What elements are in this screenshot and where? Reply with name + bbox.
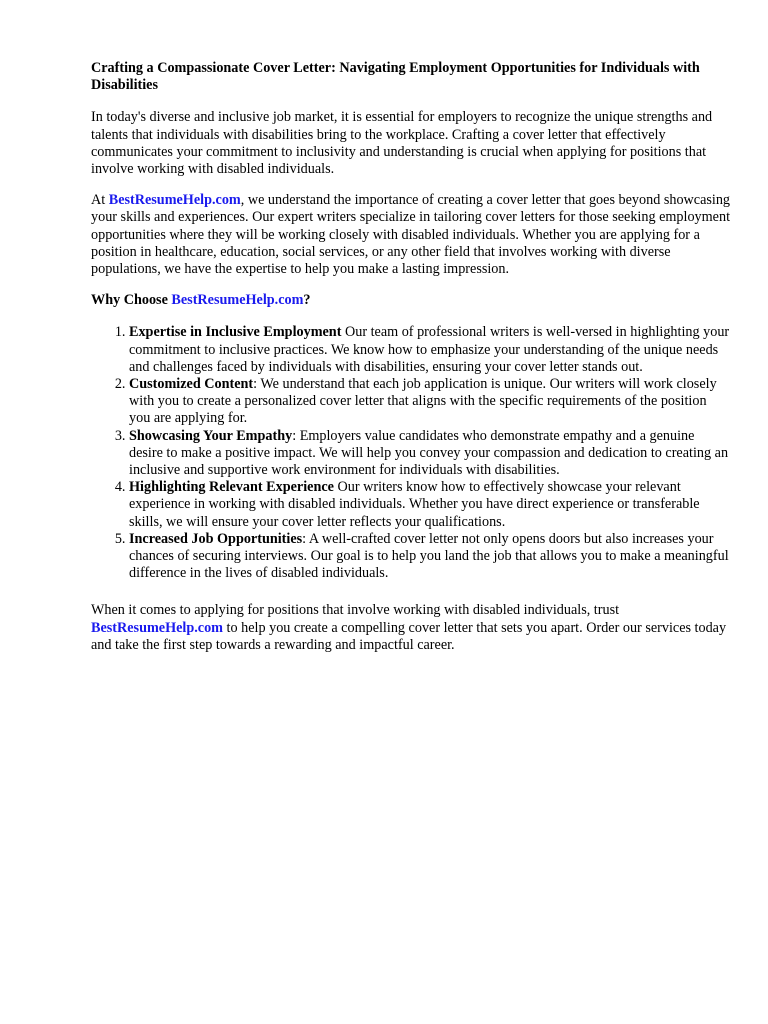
list-item-text: : A well-crafted cover letter not only opens doors but also increases your chances of securing interviews. Our goal is to help you land the job that allows you to make a meaningful difference in the lives of disabled individuals. bbox=[129, 530, 729, 582]
list-item-title: Increased Job Opportunities bbox=[129, 530, 303, 547]
list-item-title: Customized Content bbox=[129, 376, 254, 393]
intro-paragraph: In today's diverse and inclusive job market, it is essential for employers to recognize the unique strengths and talents that individuals with disabilities bring to the workplace. Crafting a cover letter that effectively communicates your commitment to inclusivity and understanding is crucial when applying for positions that involve working with disabled individuals. bbox=[91, 109, 713, 178]
list-item-title: Showcasing Your Empathy bbox=[129, 427, 293, 444]
list-item bbox=[129, 324, 731, 376]
about-paragraph bbox=[91, 192, 731, 278]
list-item bbox=[129, 479, 731, 531]
closing-paragraph bbox=[91, 602, 731, 654]
list-item-title: Expertise in Inclusive Employment bbox=[129, 324, 342, 341]
why-bestresumehelp-link[interactable]: BestResumeHelp.com bbox=[171, 292, 304, 309]
why-choose-heading bbox=[91, 292, 731, 309]
about-text: , we understand the importance of creating a cover letter that goes beyond showcasing your skills and experiences. Our expert writers specialize in tailoring cover letters for those seeking employment opportunities where they will be working closely with disabled individuals. Whether you are applying for a position in healthcare, education, social services, or any other field that involves working with diverse populations, we have the expertise to help you make a lasting impression. bbox=[91, 192, 731, 278]
why-suffix: ? bbox=[303, 292, 311, 309]
list-item-text: : Employers value candidates who demonstrate empathy and a genuine desire to make a positive impact. We will help you convey your compassion and dedication to creating an inclusive and supportive work environment for individuals with disabilities. bbox=[129, 427, 729, 479]
list-item-text: Our writers know how to effectively showcase your relevant experience in working with disabled individuals. Whether you have direct experience or transferable skills, we will ensure your cover letter reflects your qualifications. bbox=[129, 479, 700, 530]
why-prefix: Why Choose bbox=[91, 292, 172, 309]
bestresumehelp-link[interactable]: BestResumeHelp.com bbox=[108, 192, 241, 209]
about-prefix: At bbox=[91, 192, 109, 209]
list-item-title: Highlighting Relevant Experience bbox=[129, 479, 334, 496]
list-item bbox=[129, 376, 731, 428]
document-page bbox=[91, 60, 731, 668]
closing-prefix: When it comes to applying for positions that involve working with disabled individuals, trust bbox=[91, 602, 620, 619]
list-item-text: : We understand that each job application is unique. Our writers will work closely with you to create a personalized cover letter that aligns with the specific requirements of the position you are applying for. bbox=[129, 376, 717, 427]
list-item bbox=[129, 531, 731, 583]
list-item-text: Our team of professional writers is well-versed in highlighting your commitment to inclusive practices. We know how to emphasize your understanding of the unique needs and challenges faced by individuals with disabilities, ensuring your cover letter stands out. bbox=[129, 324, 730, 375]
document-title: Crafting a Compassionate Cover Letter: Navigating Employment Opportunities for Individuals with Disabilities bbox=[91, 60, 700, 94]
closing-text: to help you create a compelling cover letter that sets you apart. Order our services today and take the first step towards a rewarding and impactful career. bbox=[91, 619, 727, 653]
list-item bbox=[129, 428, 731, 480]
closing-bestresumehelp-link[interactable]: BestResumeHelp.com bbox=[91, 619, 223, 636]
benefits-list bbox=[91, 324, 731, 582]
